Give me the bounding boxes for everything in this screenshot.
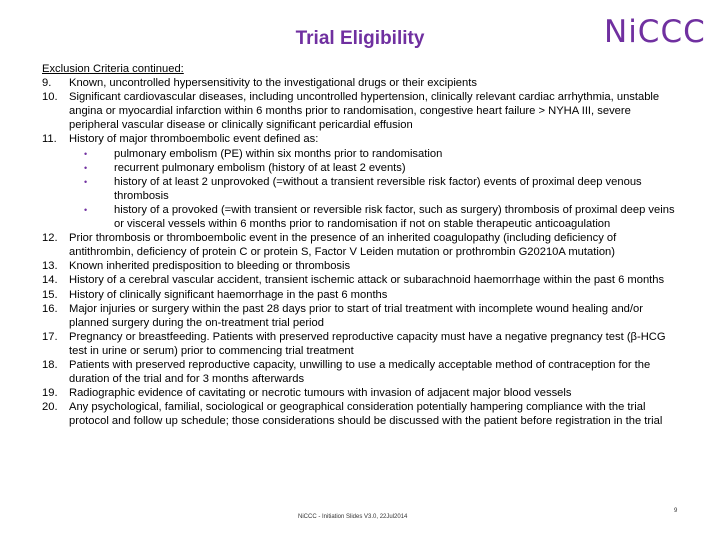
item-text: Significant cardiovascular diseases, including uncontrolled hypertension, clinically relevant cardiac arrhythmia, unstable angina or myocardial infarction within 6 months prior to randomisation, congestive heart failure > NYHA III, severe peripheral vascular disease or clinically significant pericardial effusion [69,91,660,132]
list-item [42,231,682,259]
item-text: Known inherited predisposition to bleeding or thrombosis [69,260,351,273]
item-number: 11. [42,133,57,146]
item-number: 10. [42,91,58,104]
criteria-list [42,62,682,428]
sub-item-text: recurrent pulmonary embolism (history of at least 2 events) [114,161,406,174]
sub-item-text: history of a provoked (=with transient or reversible risk factor, such as surgery) thrombosis of proximal deep veins or visceral vessels within 6 months prior to randomisation if not on stable therapeutic anticoagulation [114,203,675,231]
section-heading: Exclusion Criteria continued: [42,63,184,75]
list-item [42,132,682,146]
item-number: 9. [42,77,52,90]
list-item [42,288,682,302]
item-text: Prior thrombosis or thromboembolic event in the presence of an inherited coagulopathy (including deficiency of antithrombin, deficiency of protein C or protein S, Factor V Leiden mutation or prothrombin G20210A mutation) [69,232,617,259]
item-number: 14. [42,274,58,287]
list-item [42,259,682,273]
item-number: 13. [42,260,58,273]
list-item [42,76,682,90]
list-item [42,400,682,428]
sub-list-item [42,147,682,161]
item-text: Patients with preserved reproductive capacity, unwilling to use a medically acceptable method of contraception for the duration of the trial and for 3 months afterwards [69,358,651,386]
item-number: 19. [42,387,58,400]
niccc-logo: NiCCC [604,14,706,50]
list-item [42,358,682,386]
list-item [42,302,682,330]
item-number: 12. [42,232,58,245]
list-item [42,273,682,287]
slide-footer: NiCCC - Initiation Slides V3.0, 22Jul2014 [298,514,408,520]
item-text: History of clinically significant haemorrhage in the past 6 months [69,288,388,301]
page-number: 9 [674,508,678,514]
item-number: 18. [42,358,58,371]
sub-item-text: history of at least 2 unprovoked (=without a transient reversible risk factor) events of proximal deep venous thrombosis [114,175,642,202]
sub-list-item [42,175,682,203]
item-text: Any psychological, familial, sociological or geographical consideration potentially hampering compliance with the trial protocol and follow up schedule; those considerations should be discussed with the patient before registration in the trial [69,401,663,428]
bullet-icon: • [84,176,88,187]
list-item [42,386,682,400]
list-item [42,90,682,132]
bullet-icon: • [84,162,88,173]
item-number: 15. [42,288,58,301]
sub-item-text: pulmonary embolism (PE) within six months prior to randomisation [114,147,443,160]
bullet-icon: • [84,204,88,215]
item-text: Pregnancy or breastfeeding. Patients with preserved reproductive capacity must have a negative pregnancy test (β-HCG test in urine or serum) prior to commencing trial treatment [69,330,666,357]
list-item [42,330,682,358]
item-text: History of a cerebral vascular accident, transient ischemic attack or subarachnoid haemorrhage within the past 6 months [69,274,665,287]
item-number: 20. [42,401,58,414]
slide-title: Trial Eligibility [295,28,425,49]
item-text: History of major thromboembolic event defined as: [69,133,319,146]
bullet-icon: • [84,148,88,159]
item-text: Known, uncontrolled hypersensitivity to the investigational drugs or their excipients [69,77,477,90]
item-number: 16. [42,302,58,315]
item-text: Major injuries or surgery within the past 28 days prior to start of trial treatment with incomplete wound healing and/or planned surgery during the on-treatment trial period [69,302,643,329]
item-text: Radiographic evidence of cavitating or necrotic tumours with invasion of adjacent major blood vessels [69,387,572,400]
item-number: 17. [42,330,58,343]
sub-list-item [42,161,682,175]
sub-list-item [42,203,682,231]
